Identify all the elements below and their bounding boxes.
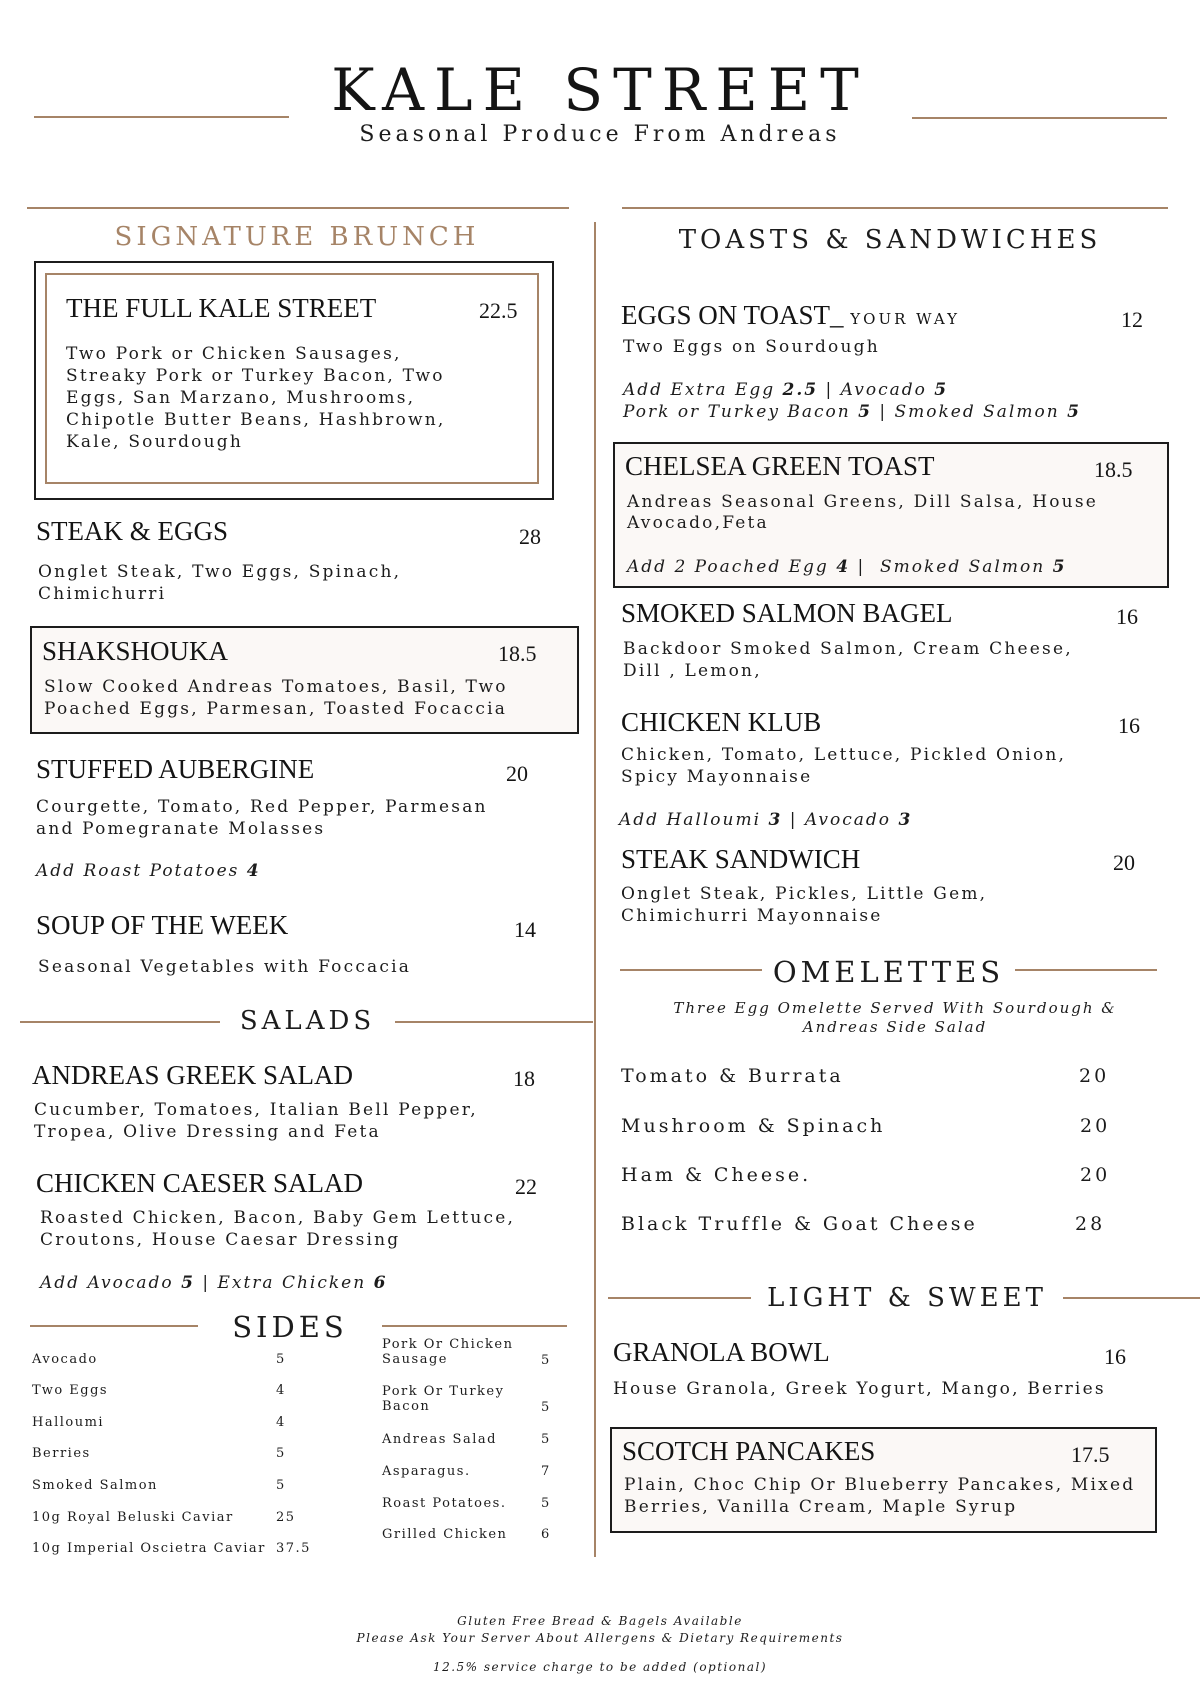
side-name: Asparagus. [382,1464,471,1479]
item-desc: Andreas Seasonal Greens, Dill Salsa, House Avocado,Feta [627,492,1099,533]
side-price: 5 [276,1446,286,1461]
side-price: 4 [276,1383,286,1398]
side-name: Grilled Chicken [382,1527,508,1542]
item-price: 16 [1116,604,1138,629]
item-name: THE FULL KALE STREET [66,293,377,323]
item-addon: Add Extra Egg 2.5 | Avocado 5 [623,380,949,400]
item-desc: Roasted Chicken, Bacon, Baby Gem Lettuce, Croutons, House Caesar Dressing [40,1208,516,1250]
light-rule-left [608,1297,751,1299]
omelette-price: 20 [1079,1065,1110,1087]
item-price: 14 [514,917,536,942]
section-title-omelettes: OMELETTES [772,955,1005,989]
footer-service-charge: 12.5% service charge to be added (optional) [432,1660,768,1674]
item-desc: Backdoor Smoked Salmon, Cream Cheese, Dill , Lemon, [623,639,1073,681]
side-name: Pork Or Turkey Bacon [382,1384,505,1414]
item-addon: Add 2 Poached Egg 4 | Smoked Salmon 5 [627,557,1067,577]
brand-tagline: Seasonal Produce From Andreas [359,122,841,147]
item-price: 18 [513,1066,535,1091]
item-desc: Chicken, Tomato, Lettuce, Pickled Onion, Spicy Mayonnaise [621,745,1067,787]
side-price: 5 [541,1353,551,1368]
left-column-top-rule [27,207,569,209]
item-desc: Two Pork or Chicken Sausages, Streaky Pork or Turkey Bacon, Two Eggs, San Marzano, Mushrooms, Chipotle Butter Beans, Hashbrown, Kale, Sourdough [66,344,446,452]
side-name: Roast Potatoes. [382,1496,507,1511]
sides-rule-left [30,1325,198,1327]
item-price: 20 [1113,850,1135,875]
item-desc: Two Eggs on Sourdough [623,337,880,357]
item-desc: Seasonal Vegetables with Foccacia [38,957,412,977]
omelettes-rule-right [1015,969,1157,971]
item-addon: Add Roast Potatoes 4 [36,861,261,881]
light-rule-right [1063,1297,1200,1299]
salads-addon: Add Avocado 5 | Extra Chicken 6 [40,1273,388,1293]
footer-gluten-free: Gluten Free Bread & Bagels Available [457,1614,743,1628]
item-name: EGGS ON TOAST_ YOUR WAY [621,300,960,330]
salads-rule-left [20,1021,220,1023]
side-price: 5 [541,1432,551,1447]
right-column-top-rule [622,207,1168,209]
item-name: SMOKED SALMON BAGEL [621,598,953,628]
omelette-price: 20 [1080,1115,1111,1137]
item-price: 22 [515,1174,537,1199]
item-name: SHAKSHOUKA [42,636,229,666]
item-desc: Onglet Steak, Pickles, Little Gem, Chimichurri Mayonnaise [621,884,988,926]
omelettes-note: Three Egg Omelette Served With Sourdough & Andreas Side Salad [673,999,1117,1036]
side-price: 25 [276,1510,296,1525]
footer-allergens: Please Ask Your Server About Allergens & Dietary Requirements [356,1631,844,1645]
item-name: CHELSEA GREEN TOAST [625,451,935,481]
item-desc: Cucumber, Tomatoes, Italian Bell Pepper, Tropea, Olive Dressing and Feta [34,1100,478,1142]
item-desc: Plain, Choc Chip Or Blueberry Pancakes, Mixed Berries, Vanilla Cream, Maple Syrup [624,1475,1136,1517]
item-price: 28 [519,524,541,549]
side-name: Smoked Salmon [32,1478,158,1493]
item-name: STUFFED AUBERGINE [36,754,315,784]
omelette-price: 20 [1080,1164,1111,1186]
item-name: CHICKEN KLUB [621,707,822,737]
column-divider [594,222,596,1557]
side-price: 5 [541,1400,551,1415]
item-addon: Pork or Turkey Bacon 5 | Smoked Salmon 5 [623,402,1081,422]
sides-rule-right [382,1325,567,1327]
section-title-sides: SIDES [232,1310,348,1344]
section-title-light: LIGHT & SWEET [767,1283,1047,1313]
item-name: CHICKEN CAESER SALAD [36,1168,364,1198]
section-title-salads: SALADS [239,1006,376,1036]
side-price: 5 [541,1496,551,1511]
item-desc: Slow Cooked Andreas Tomatoes, Basil, Two Poached Eggs, Parmesan, Toasted Focaccia [44,677,508,719]
item-price: 16 [1104,1344,1126,1369]
item-name: STEAK SANDWICH [621,844,861,874]
omelette-price: 28 [1075,1213,1106,1235]
item-price: 22.5 [479,298,518,323]
omelette-name: Mushroom & Spinach [621,1115,886,1137]
item-desc: House Granola, Greek Yogurt, Mango, Berries [613,1379,1106,1399]
side-name: Avocado [32,1352,98,1367]
item-price: 18.5 [1094,457,1133,482]
side-price: 4 [276,1415,286,1430]
side-name: Two Eggs [32,1383,109,1398]
item-desc: Onglet Steak, Two Eggs, Spinach, Chimichurri [38,562,402,604]
side-name: Berries [32,1446,91,1461]
item-desc: Courgette, Tomato, Red Pepper, Parmesan and Pomegranate Molasses [36,797,488,839]
item-price: 16 [1118,713,1140,738]
item-name: SCOTCH PANCAKES [622,1436,876,1466]
section-title-signature: SIGNATURE BRUNCH [114,222,480,252]
side-price: 7 [541,1464,551,1479]
side-price: 5 [276,1352,286,1367]
salads-rule-right [395,1021,593,1023]
side-name: 10g Royal Beluski Caviar [32,1510,234,1525]
side-name: Halloumi [32,1415,105,1430]
side-price: 5 [276,1478,286,1493]
item-price: 12 [1121,307,1143,332]
item-name: SOUP OF THE WEEK [36,910,289,940]
side-price: 37.5 [276,1541,311,1556]
item-price: 17.5 [1071,1442,1110,1467]
item-price: 20 [506,761,528,786]
section-title-toasts: TOASTS & SANDWICHES [678,225,1102,255]
item-name: STEAK & EGGS [36,516,229,546]
omelette-name: Tomato & Burrata [621,1065,844,1087]
side-price: 6 [541,1527,551,1542]
item-addon: Add Halloumi 3 | Avocado 3 [619,810,913,830]
item-subtitle: YOUR WAY [850,310,960,328]
item-name: ANDREAS GREEK SALAD [32,1060,354,1090]
item-price: 18.5 [498,641,537,666]
omelette-name: Black Truffle & Goat Cheese [621,1213,978,1235]
side-name: Andreas Salad [382,1432,497,1447]
item-name: GRANOLA BOWL [613,1337,830,1367]
side-name: 10g Imperial Oscietra Caviar [32,1541,266,1556]
omelettes-rule-left [620,969,762,971]
brand-title: KALE STREET [331,56,869,124]
omelette-name: Ham & Cheese. [621,1164,812,1186]
side-name: Pork Or Chicken Sausage [382,1337,514,1367]
